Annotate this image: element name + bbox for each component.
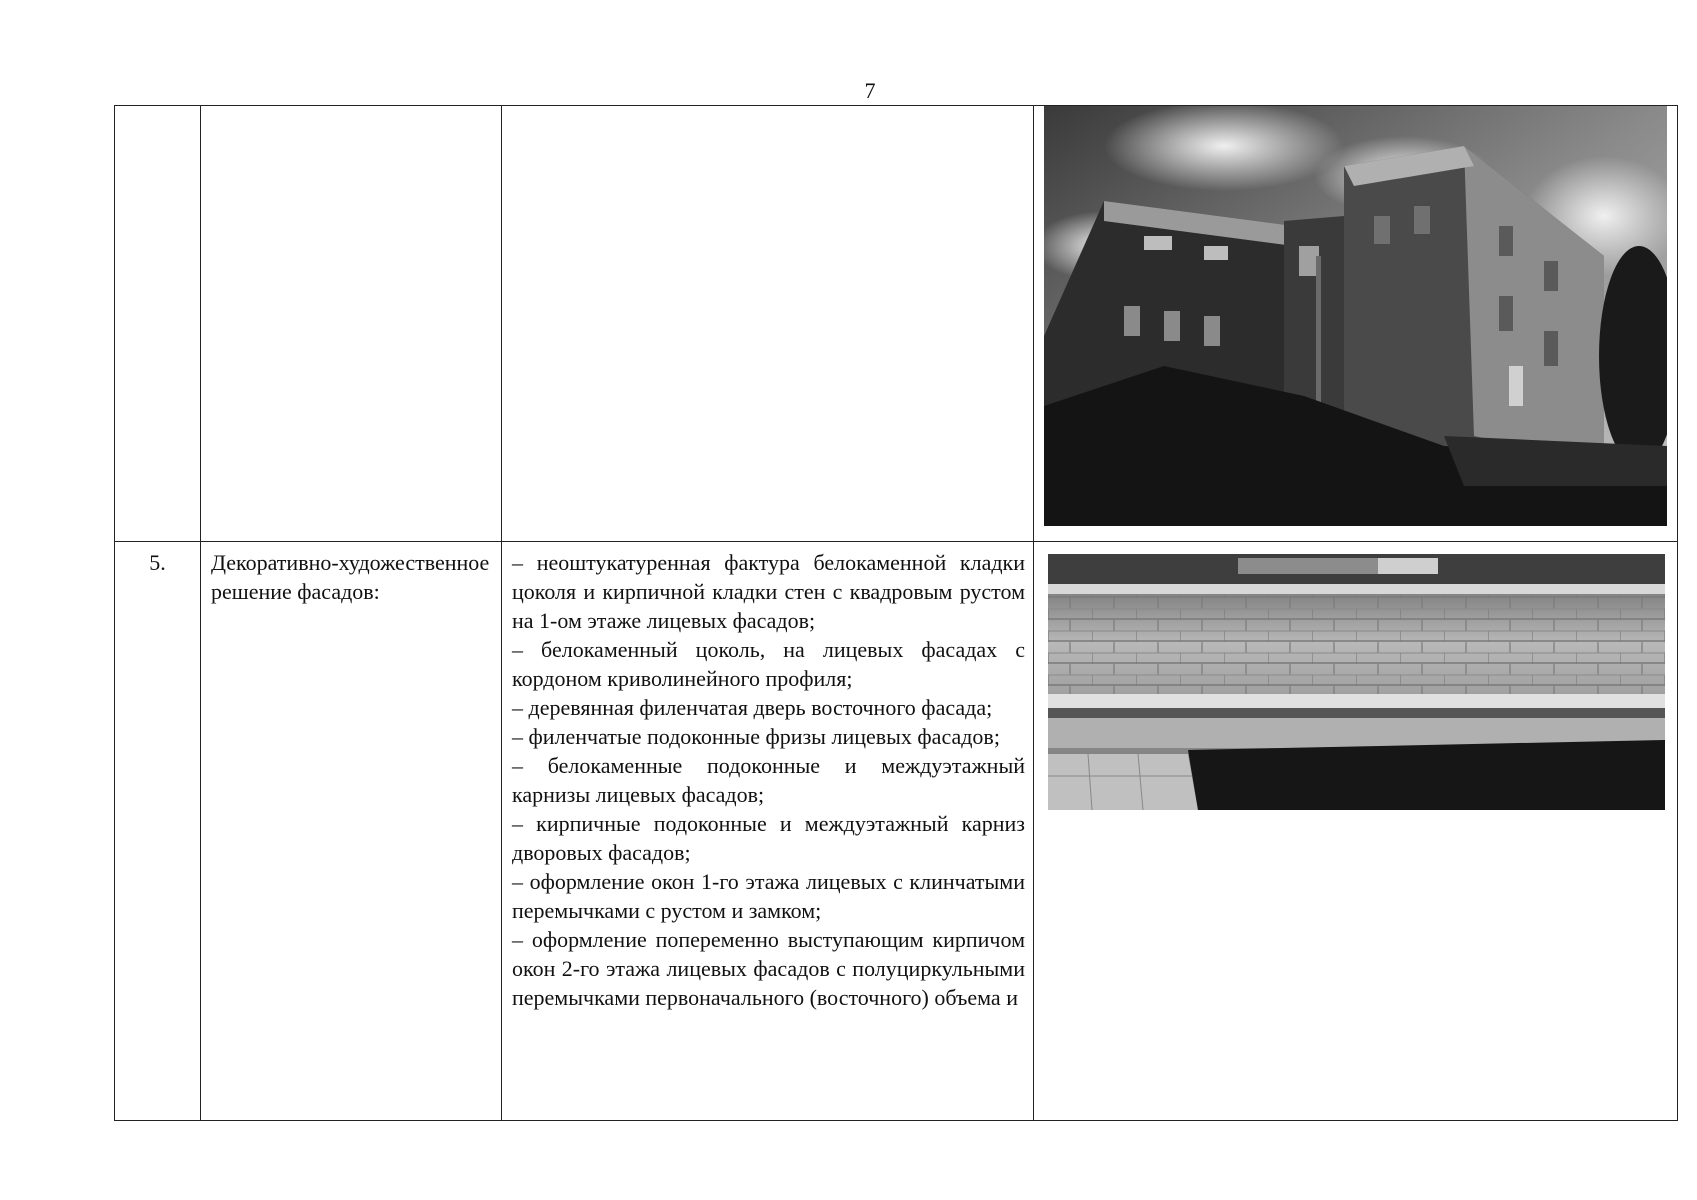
title-cell xyxy=(201,542,502,1121)
list-item: – оформление попеременно выступающим кирпичом окон 2-го этажа лицевых фасадов с полуциркульными перемычками первоначального (восточного) объема и xyxy=(512,927,1025,1011)
number-cell xyxy=(115,542,201,1121)
row-title xyxy=(201,106,501,112)
description-list xyxy=(502,542,1033,1012)
row-number xyxy=(115,106,200,112)
table-row-item-5 xyxy=(115,542,1678,1121)
list-item: – деревянная филенчатая дверь восточного фасада; xyxy=(512,695,993,721)
row-title: Декоративно-художественное решение фасадов: xyxy=(211,550,490,605)
list-item: – белокаменный цоколь, на лицевых фасадах с кордоном криволинейного профиля; xyxy=(512,637,1025,692)
list-item: – оформление окон 1-го этажа лицевых с клинчатыми перемычками с рустом и замком; xyxy=(512,869,1025,924)
photo-cell xyxy=(1034,542,1678,1121)
page-number: 7 xyxy=(864,78,876,103)
attributes-table xyxy=(114,105,1678,1121)
building-exterior-photo xyxy=(1044,106,1667,526)
photo-cell xyxy=(1034,106,1678,542)
masonry-plinth-photo xyxy=(1048,554,1665,810)
description-cell xyxy=(502,542,1034,1121)
description-cell xyxy=(502,106,1034,542)
list-item: – неоштукатуренная фактура белокаменной кладки цоколя и кирпичной кладки стен с квадровым рустом на 1-ом этаже лицевых фасадов; xyxy=(512,550,1025,634)
list-item: – белокаменные подоконные и междуэтажный карнизы лицевых фасадов; xyxy=(512,753,1025,808)
title-cell xyxy=(201,106,502,542)
number-cell xyxy=(115,106,201,542)
table-row-continuation xyxy=(115,106,1678,542)
list-item: – кирпичные подоконные и междуэтажный карниз дворовых фасадов; xyxy=(512,811,1025,866)
row-number: 5. xyxy=(149,550,166,576)
list-item: – филенчатые подоконные фризы лицевых фасадов; xyxy=(512,724,1000,750)
row-description xyxy=(502,106,1033,112)
